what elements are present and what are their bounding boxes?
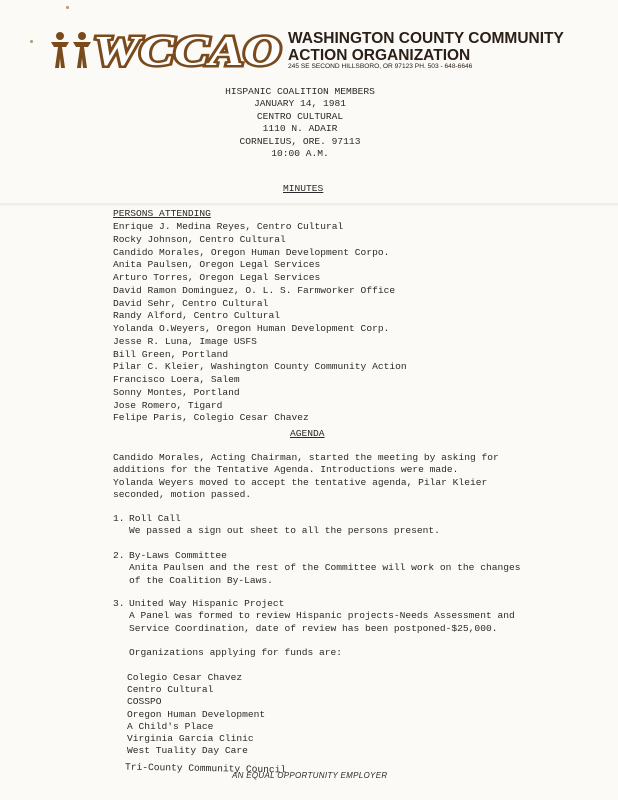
organization-list — [127, 672, 265, 757]
agenda-intro — [113, 452, 499, 502]
paragraph-line: additions for the Tentative Agenda. Introductions were made. — [113, 464, 459, 476]
agenda-item-title: United Way Hispanic Project — [129, 598, 285, 609]
paragraph-line: seconded, motion passed. — [113, 489, 252, 501]
list-item: A Child's Place — [127, 720, 214, 732]
list-item: COSSPO — [127, 696, 162, 708]
org-name — [288, 30, 564, 64]
list-item: Colegio Cesar Chavez — [127, 672, 243, 683]
scan-speck — [30, 40, 33, 43]
people-figures-icon — [51, 32, 91, 68]
agenda-item-body: Service Coordination, date of review has been postponed-$25,000. — [129, 622, 498, 634]
list-item: David Sehr, Centro Cultural — [113, 297, 269, 309]
meeting-line: JANUARY 14, 1981 — [253, 98, 347, 110]
list-item: Anita Paulsen, Oregon Legal Services — [113, 259, 321, 271]
list-item: Centro Cultural — [127, 684, 214, 696]
list-item: Sonny Montes, Portland — [113, 386, 240, 398]
wccao-logo — [48, 28, 284, 72]
list-item: Randy Alford, Centro Cultural — [113, 310, 280, 322]
list-item: Virginia Garcia Clinic — [127, 733, 254, 745]
agenda-item-body: of the Coalition By-Laws. — [129, 574, 273, 586]
list-item: West Tuality Day Care — [127, 745, 248, 757]
agenda-item-united-way — [129, 598, 515, 635]
agenda-item-roll-call — [129, 513, 440, 538]
persons-attending-heading: PERSONS ATTENDING — [113, 208, 211, 219]
agenda-item-number: 1. — [113, 513, 125, 524]
meeting-line: 1110 N. ADAIR — [262, 123, 338, 135]
paragraph-line: Candido Morales, Acting Chairman, started the meeting by asking for — [113, 452, 499, 463]
org-address: 245 SE SECOND HILLSBORO, OR 97123 PH. 503 - 648-6646 — [288, 63, 473, 70]
organizations-intro: Organizations applying for funds are: — [129, 647, 343, 658]
list-item: Rocky Johnson, Centro Cultural — [113, 233, 286, 245]
letterhead — [48, 28, 588, 78]
attendee-list — [113, 221, 407, 425]
list-item: Enrique J. Medina Reyes, Centro Cultural — [113, 221, 344, 232]
meeting-line: CENTRO CULTURAL — [256, 110, 344, 122]
list-item: Tri-County Community Council — [124, 761, 287, 776]
scan-artifact — [0, 203, 618, 206]
list-item: Pilar C. Kleier, Washington County Community Action — [113, 361, 407, 373]
agenda-item-body: A Panel was formed to review Hispanic projects-Needs Assessment and — [129, 610, 515, 622]
agenda-item-number: 2. — [113, 550, 125, 561]
list-item: Jesse R. Luna, Image USFS — [113, 335, 257, 347]
list-item: Arturo Torres, Oregon Legal Services — [113, 272, 321, 283]
agenda-heading: AGENDA — [290, 428, 325, 439]
agenda-item-number: 3. — [113, 598, 125, 609]
paragraph-line: Yolanda Weyers moved to accept the tentative agenda, Pilar Kleier — [113, 476, 488, 488]
meeting-line: HISPANIC COALITION MEMBERS — [225, 86, 375, 97]
agenda-item-title: By-Laws Committee — [129, 550, 227, 561]
meeting-line: 10:00 A.M. — [271, 148, 329, 160]
agenda-item-body: Anita Paulsen and the rest of the Committee will work on the changes — [129, 562, 521, 574]
scan-speck — [66, 6, 69, 9]
list-item: Yolanda O.Weyers, Oregon Human Development Corp. — [113, 323, 390, 334]
footer-equal-opportunity: AN EQUAL OPPORTUNITY EMPLOYER — [232, 771, 388, 780]
agenda-item-body: We passed a sign out sheet to all the persons present. — [129, 525, 440, 537]
org-name-line-2: ACTION ORGANIZATION — [288, 47, 471, 64]
list-item: Candido Morales, Oregon Human Development Corpo. — [113, 246, 390, 258]
minutes-heading: MINUTES — [283, 183, 324, 194]
list-item: Francisco Loera, Salem — [113, 374, 240, 385]
list-item: Oregon Human Development — [127, 708, 266, 720]
list-item: David Ramon Dominguez, O. L. S. Farmworker Office — [113, 284, 396, 296]
org-name-line-1: WASHINGTON COUNTY COMMUNITY — [288, 30, 564, 47]
agenda-item-by-laws — [129, 550, 521, 587]
agenda-item-title: Roll Call — [129, 513, 181, 524]
list-item: Felipe Paris, Colegio Cesar Chavez — [113, 412, 309, 424]
meeting-line: CORNELIUS, ORE. 97113 — [239, 135, 361, 147]
logo-wordmark: WCCAO — [93, 29, 281, 72]
list-item: Jose Romero, Tigard — [113, 399, 223, 411]
list-item: Bill Green, Portland — [113, 348, 229, 360]
meeting-header — [170, 86, 430, 160]
